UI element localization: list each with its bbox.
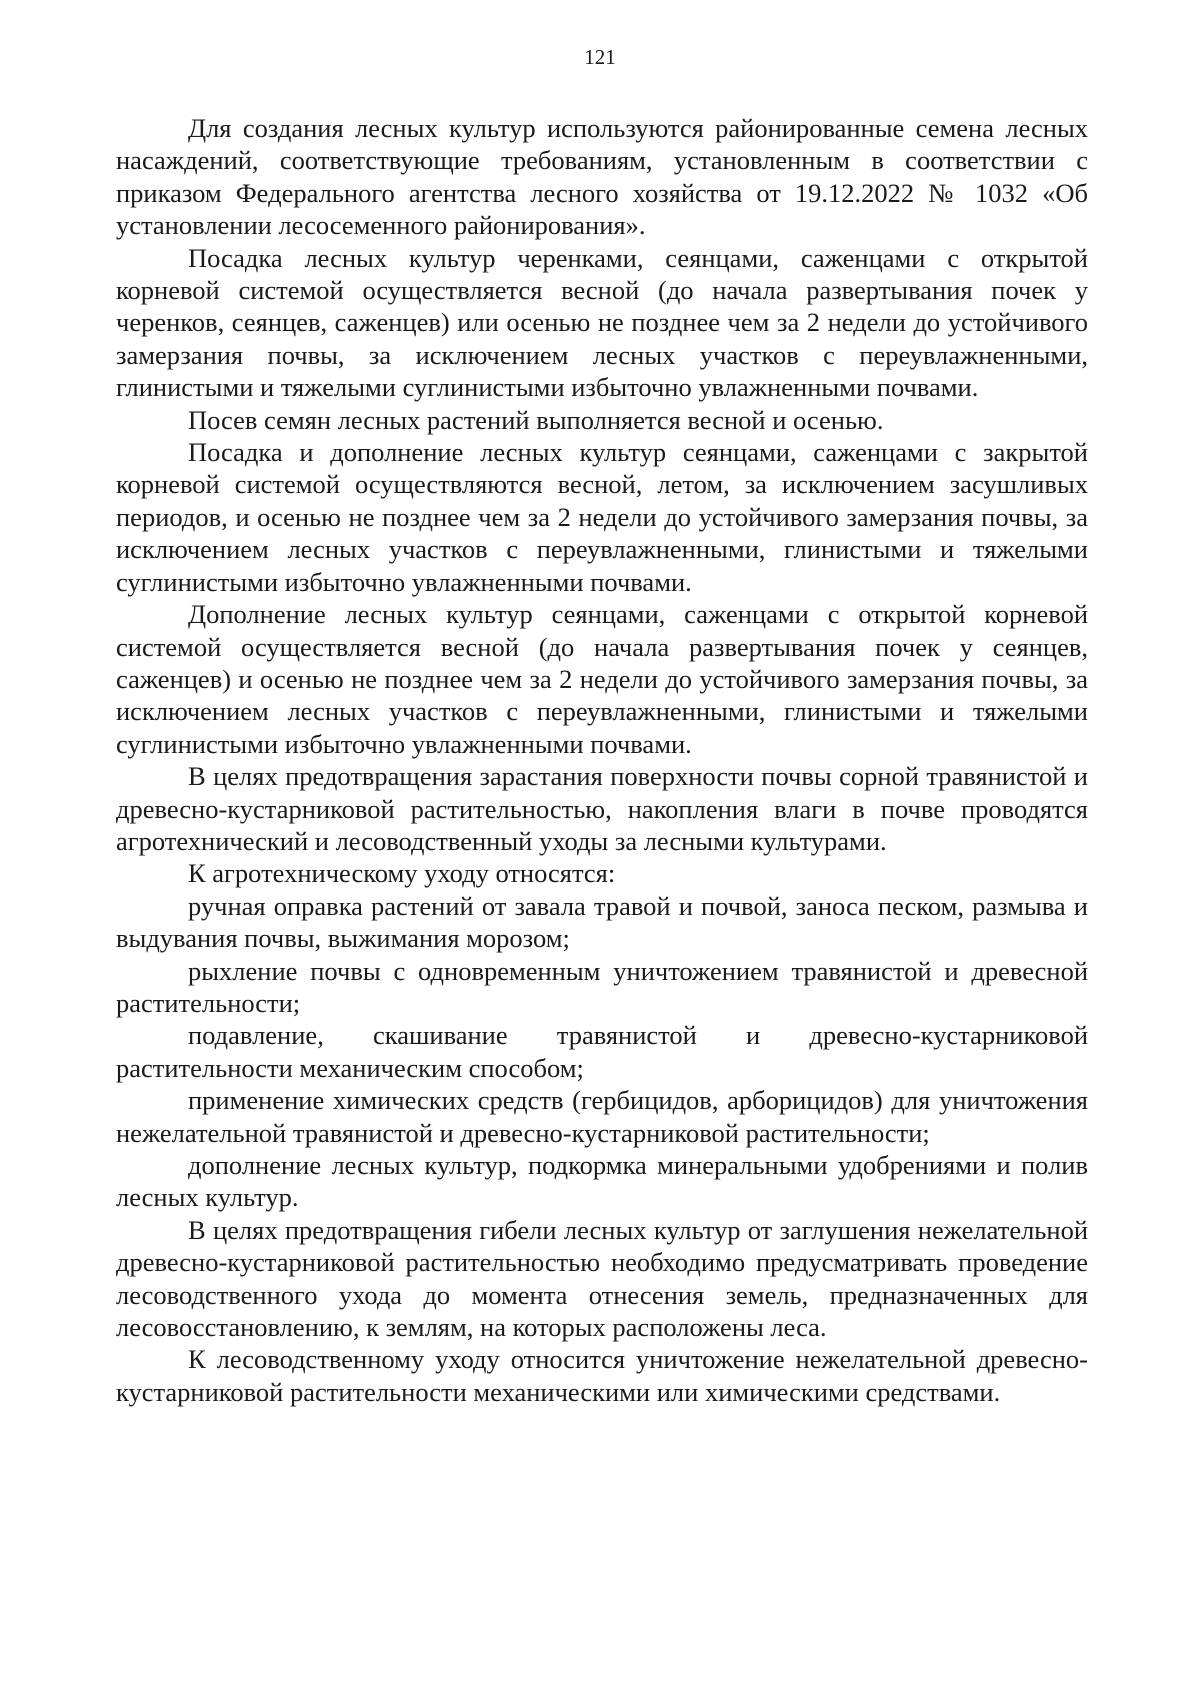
- page-number: 121: [584, 45, 616, 69]
- list-item-mowing: подавление, скашивание травянистой и древесно-кустарниковой растительности механическим способом;: [116, 1020, 1088, 1083]
- paragraph-seeds: Для создания лесных культур используются районированные семена лесных насаждений, соответствующие требованиям, установленным в соответствии с приказом Федерального агентства лесного хозяйства от 19.12.2022 № 1032 «Об установлении лесосеменного районирования».: [116, 113, 1088, 241]
- list-item-manual-adjustment: ручная оправка растений от завала травой и почвой, заноса песком, размыва и выдувания почвы, выжимания морозом;: [116, 890, 1088, 954]
- document-body: [116, 112, 1088, 1408]
- list-item-chemicals: применение химических средств (гербицидов, арборицидов) для уничтожения нежелательной травянистой и древесно-кустарниковой растительности;: [116, 1085, 1088, 1148]
- paragraph-planting-closed-roots: Посадка и дополнение лесных культур сеянцами, саженцами с закрытой корневой системой осуществляются весной, летом, за исключением засушливых периодов, и осенью не позднее чем за 2 недели до устойчивого замерзания почвы, за исключением лесных участков с переувлажненными, глинистыми и тяжелыми суглинистыми избыточно увлажненными почвами.: [116, 437, 1088, 597]
- paragraph-silvicultural-care-definition: К лесоводственному уходу относится уничтожение нежелательной древесно-кустарниковой растительности механическими или химическими средствами.: [116, 1344, 1088, 1407]
- paragraph-planting-open-roots: Посадка лесных культур черенками, сеянцами, саженцами с открытой корневой системой осуществляется весной (до начала развертывания почек у черенков, сеянцев, саженцев) или осенью не позднее чем за 2 недели до устойчивого замерзания почвы, за исключением лесных участков с переувлажненными, глинистыми и тяжелыми суглинистыми избыточно увлажненными почвами.: [116, 242, 1088, 403]
- paragraph-care-purpose: В целях предотвращения зарастания поверхности почвы сорной травянистой и древесно-кустарниковой растительностью, накопления влаги в почве проводятся агротехнический и лесоводственный уходы за лесными культурами.: [116, 761, 1088, 856]
- paragraph-silvicultural-care-purpose: В целях предотвращения гибели лесных культур от заглушения нежелательной древесно-кустарниковой растительностью необходимо предусматривать проведение лесоводственного ухода до момента отнесения земель, предназначенных для лесовосстановлению, к землям, на которых расположены леса.: [116, 1214, 1088, 1343]
- paragraph-agrotech-care-intro: К агротехническому уходу относятся:: [188, 858, 616, 889]
- list-item-supplement-feeding: дополнение лесных культур, подкормка минеральными удобрениями и полив лесных культур.: [116, 1150, 1088, 1213]
- paragraph-sowing: Посев семян лесных растений выполняется весной и осенью.: [188, 404, 884, 435]
- list-item-loosening: рыхление почвы с одновременным уничтожением травянистой и древесной растительности;: [116, 955, 1088, 1018]
- paragraph-supplement-open-roots: Дополнение лесных культур сеянцами, саженцами с открытой корневой системой осуществляется весной (до начала развертывания почек у сеянцев, саженцев) и осенью не позднее чем за 2 недели до устойчивого замерзания почвы, за исключением лесных участков с переувлажненными, глинистыми и тяжелыми суглинистыми избыточно увлажненными почвами.: [116, 599, 1088, 759]
